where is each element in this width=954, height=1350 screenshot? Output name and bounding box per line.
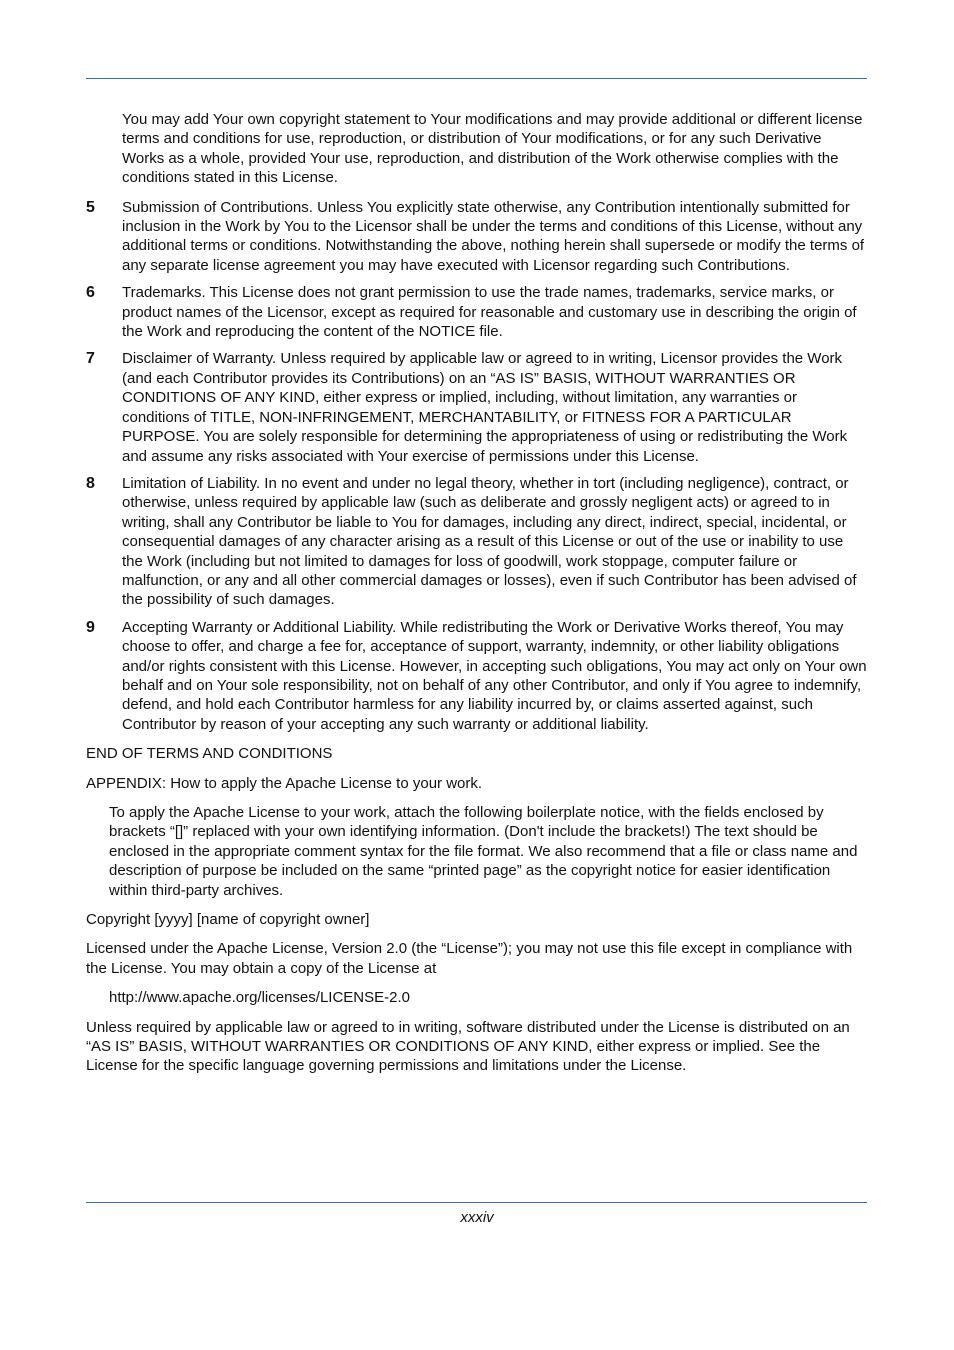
page-number: xxxiv bbox=[460, 1209, 494, 1226]
page-body bbox=[86, 110, 867, 1076]
footer-rule bbox=[86, 1202, 867, 1203]
unless-required: Unless required by applicable law or agreed to in writing, software distributed under the License is distributed on an “AS IS” BASIS, WITHOUT WARRANTIES OR CONDITIONS OF ANY KIND, either express or implied. See the License for the specific language governing permissions and limitations under the License. bbox=[86, 1018, 850, 1075]
section-text: Accepting Warranty or Additional Liability. While redistributing the Work or Derivative Works thereof, You may choose to offer, and charge a fee for, acceptance of support, warranty, indemnity, or other liability obligations and/or rights consistent with this License. However, in accepting such obligations, You may act only on Your own behalf and on Your sole responsibility, not on behalf of any other Contributor, and only if You agree to indemnify, defend, and hold each Contributor harmless for any liability incurred by, or claims asserted against, such Contributor by reason of your accepting any such warranty or additional liability. bbox=[122, 618, 867, 733]
end-of-terms: END OF TERMS AND CONDITIONS bbox=[86, 745, 333, 763]
section-9 bbox=[86, 618, 867, 734]
appendix-body: To apply the Apache License to your work, attach the following boilerplate notice, with the fields enclosed by brackets “[]” replaced with your own identifying information. (Don't include the brackets!) The text should be enclosed in the appropriate comment syntax for the file format. We also recommend that a file or class name and description of purpose be included on the same “printed page” as the copyright notice for easier identification within third-party archives. bbox=[109, 804, 858, 899]
section-7 bbox=[86, 349, 867, 465]
section-number: 8 bbox=[86, 474, 95, 492]
section-text: Disclaimer of Warranty. Unless required by applicable law or agreed to in writing, Licensor provides the Work (and each Contributor provides its Contributions) on an “AS IS” BASIS, WITHOUT WARRANTIES OR CONDITIONS OF ANY KIND, either express or implied, including, without limitation, any warranties or conditions of TITLE, NON-INFRINGEMENT, MERCHANTABILITY, or FITNESS FOR A PARTICULAR PURPOSE. You are solely responsible for determining the appropriateness of using or redistributing the Work and assume any risks associated with Your exercise of permissions under this License. bbox=[122, 350, 848, 465]
section-number: 6 bbox=[86, 284, 95, 302]
copyright-line: Copyright [yyyy] [name of copyright owner] bbox=[86, 911, 370, 929]
license-url: http://www.apache.org/licenses/LICENSE-2.0 bbox=[109, 989, 410, 1007]
section-text: Trademarks. This License does not grant permission to use the trade names, trademarks, service marks, or product names of the Licensor, except as required for reasonable and customary use in describing the origin of the Work and reproducing the content of the NOTICE file. bbox=[122, 284, 857, 341]
section-8 bbox=[86, 474, 867, 610]
section-4-continuation: You may add Your own copyright statement to Your modifications and may provide additional or different license terms and conditions for use, reproduction, or distribution of Your modifications, or for any such Derivative Works as a whole, provided Your use, reproduction, and distribution of the Work otherwise complies with the conditions stated in this License. bbox=[122, 111, 863, 187]
licensed-under: Licensed under the Apache License, Version 2.0 (the “License”); you may not use this file except in compliance with the License. You may obtain a copy of the License at bbox=[86, 940, 853, 977]
section-number: 7 bbox=[86, 350, 95, 368]
section-5 bbox=[86, 198, 867, 276]
section-text: Submission of Contributions. Unless You explicitly state otherwise, any Contribution intentionally submitted for inclusion in the Work by You to the Licensor shall be under the terms and conditions of this License, without any additional terms or conditions. Notwithstanding the above, nothing herein shall supersede or modify the terms of any separate license agreement you may have executed with Licensor regarding such Contributions. bbox=[122, 198, 865, 274]
section-text: Limitation of Liability. In no event and under no legal theory, whether in tort (including negligence), contract, or otherwise, unless required by applicable law (such as deliberate and grossly negligent acts) or agreed to in writing, shall any Contributor be liable to You for damages, including any direct, indirect, special, incidental, or consequential damages of any character arising as a result of this License or out of the use or inability to use the Work (including but not limited to damages for loss of goodwill, work stoppage, computer failure or malfunction, or any and all other commercial damages or losses), even if such Contributor has been advised of the possibility of such damages. bbox=[122, 474, 857, 609]
appendix-heading: APPENDIX: How to apply the Apache License to your work. bbox=[86, 774, 483, 792]
header-rule bbox=[86, 78, 867, 79]
section-number: 5 bbox=[86, 198, 95, 216]
section-number: 9 bbox=[86, 618, 95, 636]
section-6 bbox=[86, 283, 867, 341]
